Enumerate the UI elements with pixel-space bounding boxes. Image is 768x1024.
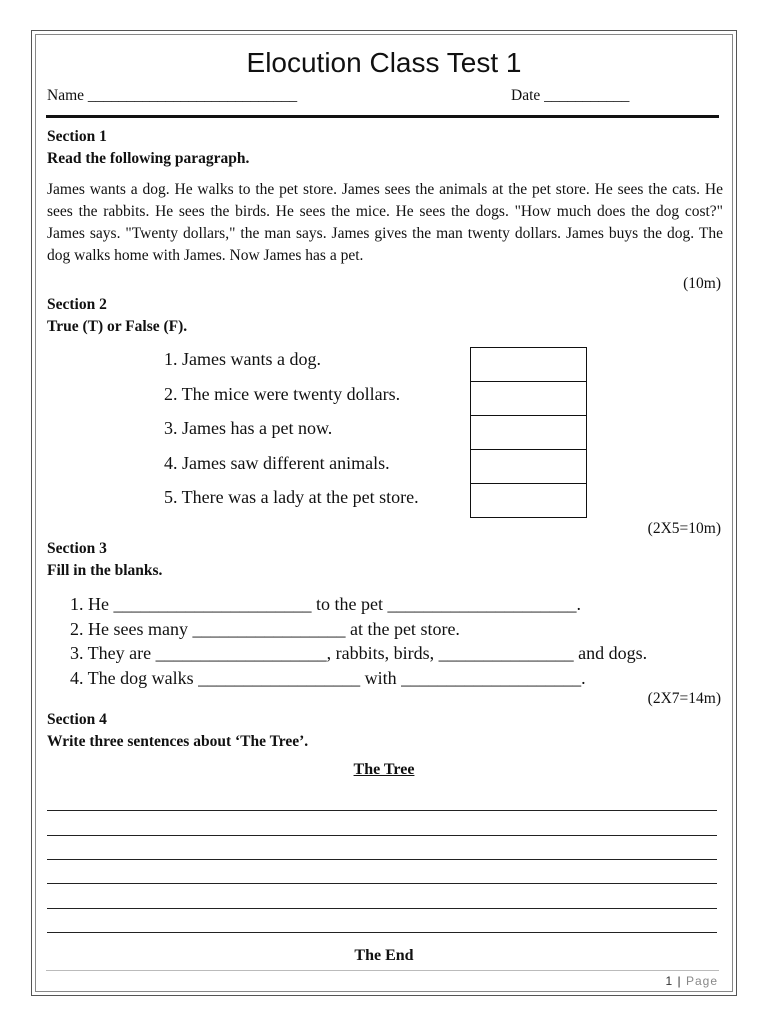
answer-box-3[interactable] [470,415,587,450]
page-number: 1 [665,974,674,988]
section2-heading: Section 2 [47,296,107,313]
list-item: 2. The mice were twenty dollars. [164,383,401,404]
answer-box-2[interactable] [470,381,587,416]
writing-line[interactable] [47,835,717,836]
answer-box-5[interactable] [470,483,587,518]
section1-instruction: Read the following paragraph. [47,150,250,167]
reading-paragraph: James wants a dog. He walks to the pet store. James sees the animals at the pet store. He sees the cats. He sees the rabbits. He sees the birds. He sees the mice. He sees the dogs. "How much does the dog cost?" James says. "Twenty dollars," the man says. James gives the man twenty dollars. James buys the dog. The dog walks home with James. Now James has a pet. [47,181,723,264]
writing-line[interactable] [47,810,717,811]
writing-line[interactable] [47,932,717,933]
fill-blanks-list [70,592,647,690]
list-item: 2. He sees many _________________ at the pet store. [70,618,460,639]
footer-separator: | [673,974,686,988]
tree-subtitle: The Tree [353,761,415,778]
section3-instruction: Fill in the blanks. [47,562,163,579]
section4-instruction: Write three sentences about ‘The Tree’. [47,733,309,750]
section3-marks: (2X7=14m) [647,690,721,707]
section1-marks: (10m) [683,275,721,292]
end-text: The End [354,947,414,964]
footer-divider [46,970,719,971]
list-item: 4. James saw different animals. [164,452,390,473]
page-footer [665,974,718,988]
true-false-list [164,346,419,519]
writing-line[interactable] [47,883,717,884]
page-word: Page [685,974,718,988]
answer-box-1[interactable] [470,347,587,382]
section4-heading: Section 4 [47,711,107,728]
list-item: 4. The dog walks __________________ with ____________________. [70,667,586,688]
header-divider [46,115,719,118]
section2-marks: (2X5=10m) [647,520,721,537]
section3-heading: Section 3 [47,540,107,557]
writing-line[interactable] [47,859,717,860]
name-field: Name ___________________________ [47,87,298,104]
list-item: 1. James wants a dog. [164,349,321,369]
section1-heading: Section 1 [47,128,107,145]
list-item: 3. They are ___________________, rabbits, birds, _______________ and dogs. [70,643,648,663]
list-item: 1. He ______________________ to the pet _____________________. [70,594,581,614]
writing-line[interactable] [47,908,717,909]
list-item: 3. James has a pet now. [164,418,333,438]
answer-box-4[interactable] [470,449,587,484]
list-item: 5. There was a lady at the pet store. [164,487,419,507]
page-title: Elocution Class Test 1 [246,47,522,78]
section2-instruction: True (T) or False (F). [47,318,188,335]
date-field: Date ___________ [511,87,630,104]
